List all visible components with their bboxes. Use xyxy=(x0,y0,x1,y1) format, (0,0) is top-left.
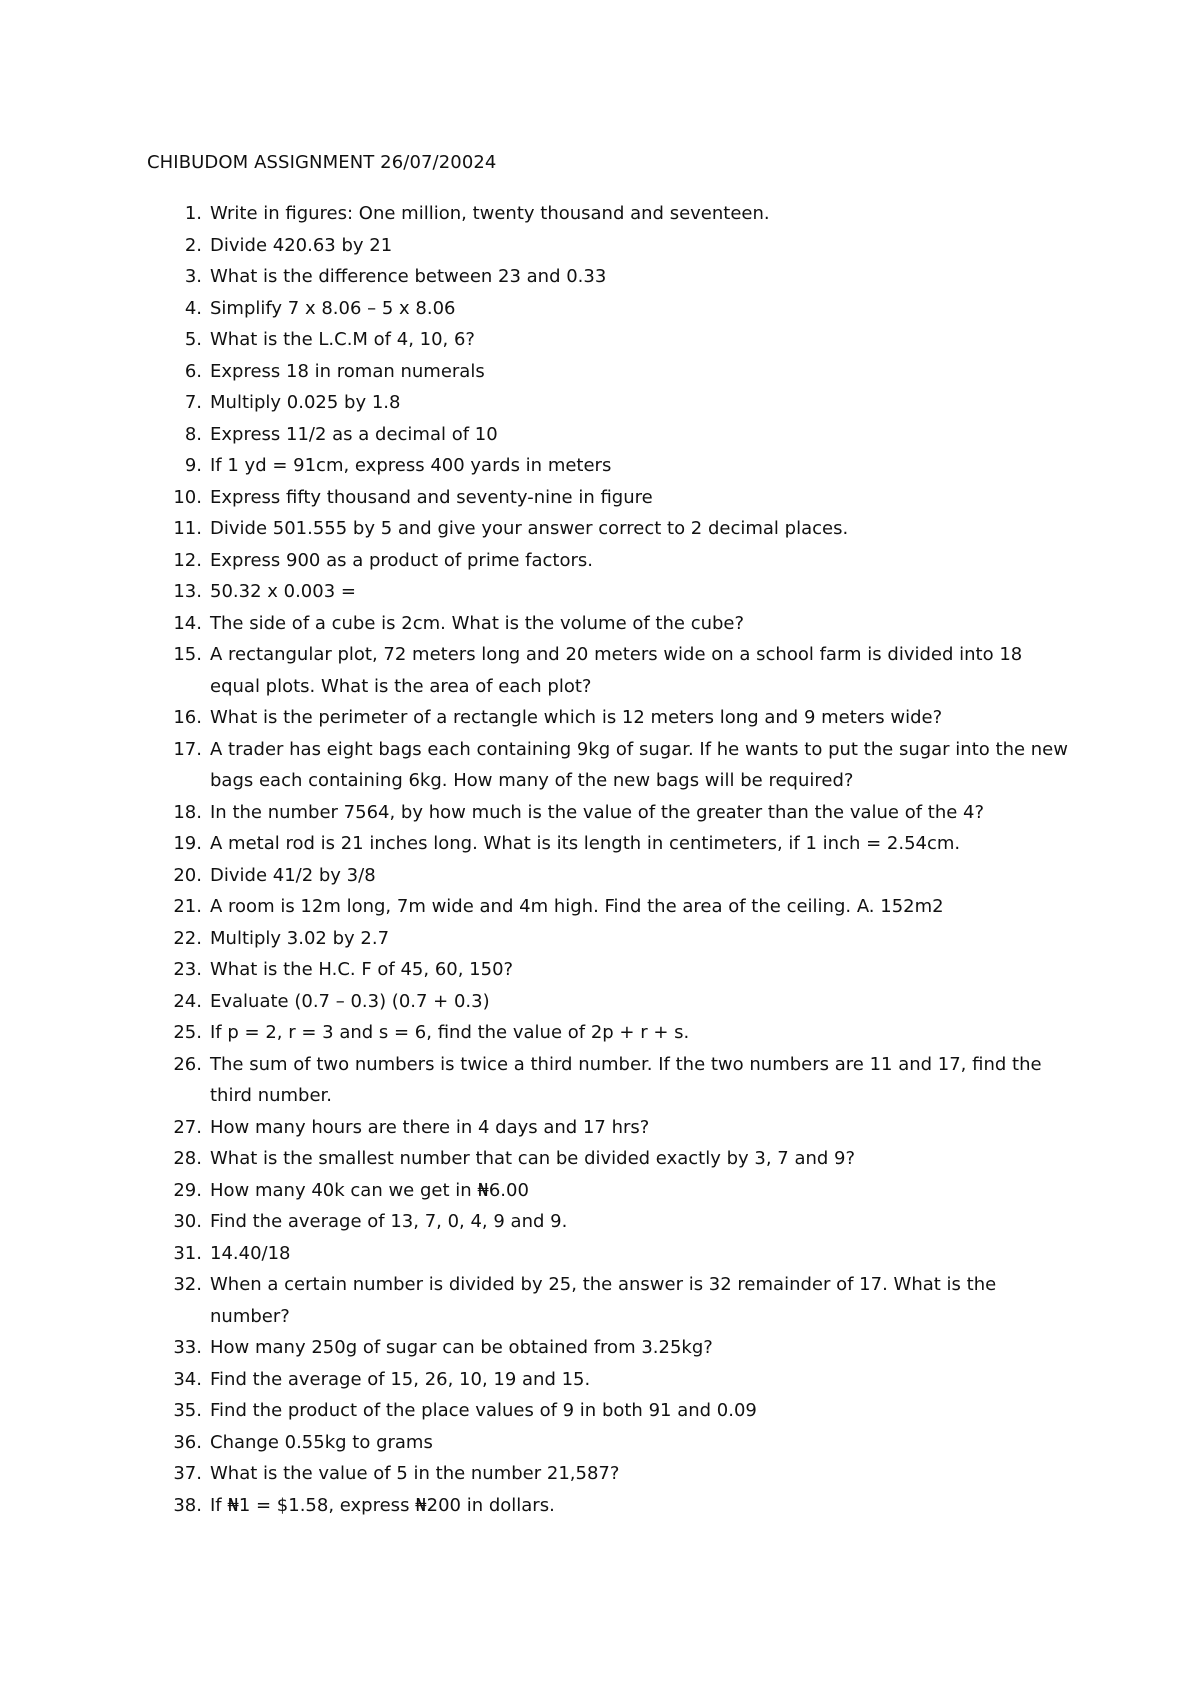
question-number: 30. xyxy=(173,1211,202,1232)
question-text: Change 0.55kg to grams xyxy=(210,1431,433,1453)
question-text: Multiply 0.025 by 1.8 xyxy=(210,392,401,413)
question-number: 26. xyxy=(173,1053,202,1075)
question-text: What is the L.C.M of 4, 10, 6? xyxy=(210,329,475,350)
question-text: A trader has eight bags each containing 9kg of sugar. If he wants to put the sugar into the new bags each containing 6kg. How many of the new bags will be required? xyxy=(210,738,1068,791)
question-number: 35. xyxy=(173,1400,202,1421)
question-number: 2. xyxy=(184,234,202,256)
question-item xyxy=(0,608,1200,640)
question-number: 27. xyxy=(173,1116,202,1138)
question-item xyxy=(0,828,1200,860)
question-item xyxy=(0,387,1200,419)
question-number: 36. xyxy=(173,1431,202,1453)
question-item xyxy=(0,1395,1200,1427)
question-number: 33. xyxy=(173,1337,202,1358)
question-item xyxy=(0,1427,1200,1459)
question-item xyxy=(0,1490,1200,1522)
question-text: The side of a cube is 2cm. What is the volume of the cube? xyxy=(210,612,745,634)
question-item xyxy=(0,1458,1200,1490)
question-number: 15. xyxy=(173,644,202,665)
question-number: 29. xyxy=(173,1179,202,1201)
question-number: 7. xyxy=(184,392,202,413)
question-text: What is the perimeter of a rectangle which is 12 meters long and 9 meters wide? xyxy=(210,707,943,728)
question-item xyxy=(0,1143,1200,1175)
question-item xyxy=(0,702,1200,734)
question-number: 22. xyxy=(173,927,202,949)
question-item xyxy=(0,891,1200,923)
question-text: Divide 420.63 by 21 xyxy=(210,234,393,256)
question-number: 9. xyxy=(184,455,202,476)
question-text: When a certain number is divided by 25, the answer is 32 remainder of 17. What is the number? xyxy=(210,1274,997,1327)
question-item xyxy=(0,986,1200,1018)
question-text: If 1 yd = 91cm, express 400 yards in meters xyxy=(210,455,612,476)
question-text: If ₦1 = $1.58, express ₦200 in dollars. xyxy=(210,1494,555,1516)
question-number: 21. xyxy=(173,896,202,917)
question-item xyxy=(0,1364,1200,1396)
question-text: 50.32 x 0.003 = xyxy=(210,581,356,602)
question-number: 34. xyxy=(173,1368,202,1390)
question-item xyxy=(0,1175,1200,1207)
question-text: What is the value of 5 in the number 21,587? xyxy=(210,1463,620,1484)
question-number: 6. xyxy=(184,360,202,382)
question-text: How many hours are there in 4 days and 17 hrs? xyxy=(210,1116,650,1138)
question-number: 38. xyxy=(173,1494,202,1516)
question-text: A rectangular plot, 72 meters long and 20 meters wide on a school farm is divided into 18 equal plots. What is the area of each plot? xyxy=(210,644,1023,697)
question-item xyxy=(0,1112,1200,1144)
question-text: Express 18 in roman numerals xyxy=(210,360,485,382)
question-text: Find the average of 13, 7, 0, 4, 9 and 9. xyxy=(210,1211,568,1232)
question-item xyxy=(0,293,1200,325)
question-item xyxy=(0,513,1200,545)
question-number: 8. xyxy=(184,423,202,445)
question-number: 24. xyxy=(173,990,202,1012)
question-item xyxy=(0,923,1200,955)
question-text: The sum of two numbers is twice a third number. If the two numbers are 11 and 17, find the third number. xyxy=(210,1053,1042,1106)
question-item xyxy=(0,1269,1200,1332)
question-text: What is the smallest number that can be divided exactly by 3, 7 and 9? xyxy=(210,1148,856,1169)
question-number: 10. xyxy=(173,486,202,508)
question-item xyxy=(0,450,1200,482)
question-number: 14. xyxy=(173,612,202,634)
question-number: 25. xyxy=(173,1022,202,1043)
question-text: If p = 2, r = 3 and s = 6, find the value of 2p + r + s. xyxy=(210,1022,690,1043)
question-item xyxy=(0,734,1200,797)
question-item xyxy=(0,261,1200,293)
question-text: Evaluate (0.7 – 0.3) (0.7 + 0.3) xyxy=(210,990,490,1012)
question-number: 37. xyxy=(173,1463,202,1484)
question-text: Divide 41/2 by 3/8 xyxy=(210,864,376,886)
question-item xyxy=(0,1017,1200,1049)
question-text: Divide 501.555 by 5 and give your answer correct to 2 decimal places. xyxy=(210,518,849,539)
question-item xyxy=(0,230,1200,262)
question-text: What is the difference between 23 and 0.33 xyxy=(210,266,607,287)
question-text: How many 250g of sugar can be obtained from 3.25kg? xyxy=(210,1337,713,1358)
question-text: 14.40/18 xyxy=(210,1242,291,1264)
question-number: 23. xyxy=(173,959,202,980)
question-item xyxy=(0,324,1200,356)
question-item xyxy=(0,545,1200,577)
question-item xyxy=(0,1332,1200,1364)
question-item xyxy=(0,1049,1200,1112)
question-text: Simplify 7 x 8.06 – 5 x 8.06 xyxy=(210,297,456,319)
question-number: 28. xyxy=(173,1148,202,1169)
question-text: What is the H.C. F of 45, 60, 150? xyxy=(210,959,514,980)
question-item xyxy=(0,419,1200,451)
question-item xyxy=(0,1238,1200,1270)
question-text: Multiply 3.02 by 2.7 xyxy=(210,927,390,949)
question-item xyxy=(0,198,1200,230)
question-item xyxy=(0,954,1200,986)
question-number: 16. xyxy=(173,707,202,728)
question-item xyxy=(0,860,1200,892)
question-number: 12. xyxy=(173,549,202,571)
question-text: A metal rod is 21 inches long. What is its length in centimeters, if 1 inch = 2.54cm. xyxy=(210,833,961,854)
question-number: 32. xyxy=(173,1274,202,1295)
question-text: In the number 7564, by how much is the value of the greater than the value of the 4? xyxy=(210,801,985,823)
question-number: 3. xyxy=(184,266,202,287)
question-number: 20. xyxy=(173,864,202,886)
question-item xyxy=(0,576,1200,608)
question-number: 17. xyxy=(173,738,202,760)
question-item xyxy=(0,797,1200,829)
question-number: 18. xyxy=(173,801,202,823)
question-item xyxy=(0,1206,1200,1238)
question-number: 5. xyxy=(184,329,202,350)
question-number: 31. xyxy=(173,1242,202,1264)
question-text: Express fifty thousand and seventy-nine in figure xyxy=(210,486,653,508)
question-item xyxy=(0,482,1200,514)
question-number: 4. xyxy=(184,297,202,319)
question-number: 1. xyxy=(184,203,202,224)
question-list xyxy=(0,198,1200,1521)
question-number: 19. xyxy=(173,833,202,854)
question-item xyxy=(0,639,1200,702)
question-text: Find the product of the place values of 9 in both 91 and 0.09 xyxy=(210,1400,757,1421)
question-number: 13. xyxy=(173,581,202,602)
question-text: How many 40k can we get in ₦6.00 xyxy=(210,1179,529,1201)
question-text: A room is 12m long, 7m wide and 4m high. Find the area of the ceiling. A. 152m2 xyxy=(210,896,944,917)
document-title: CHIBUDOM ASSIGNMENT 26/07/20024 xyxy=(147,152,497,173)
question-text: Express 900 as a product of prime factors. xyxy=(210,549,593,571)
question-text: Express 11/2 as a decimal of 10 xyxy=(210,423,498,445)
question-item xyxy=(0,356,1200,388)
question-number: 11. xyxy=(173,518,202,539)
question-text: Write in figures: One million, twenty thousand and seventeen. xyxy=(210,203,770,224)
question-text: Find the average of 15, 26, 10, 19 and 15. xyxy=(210,1368,591,1390)
